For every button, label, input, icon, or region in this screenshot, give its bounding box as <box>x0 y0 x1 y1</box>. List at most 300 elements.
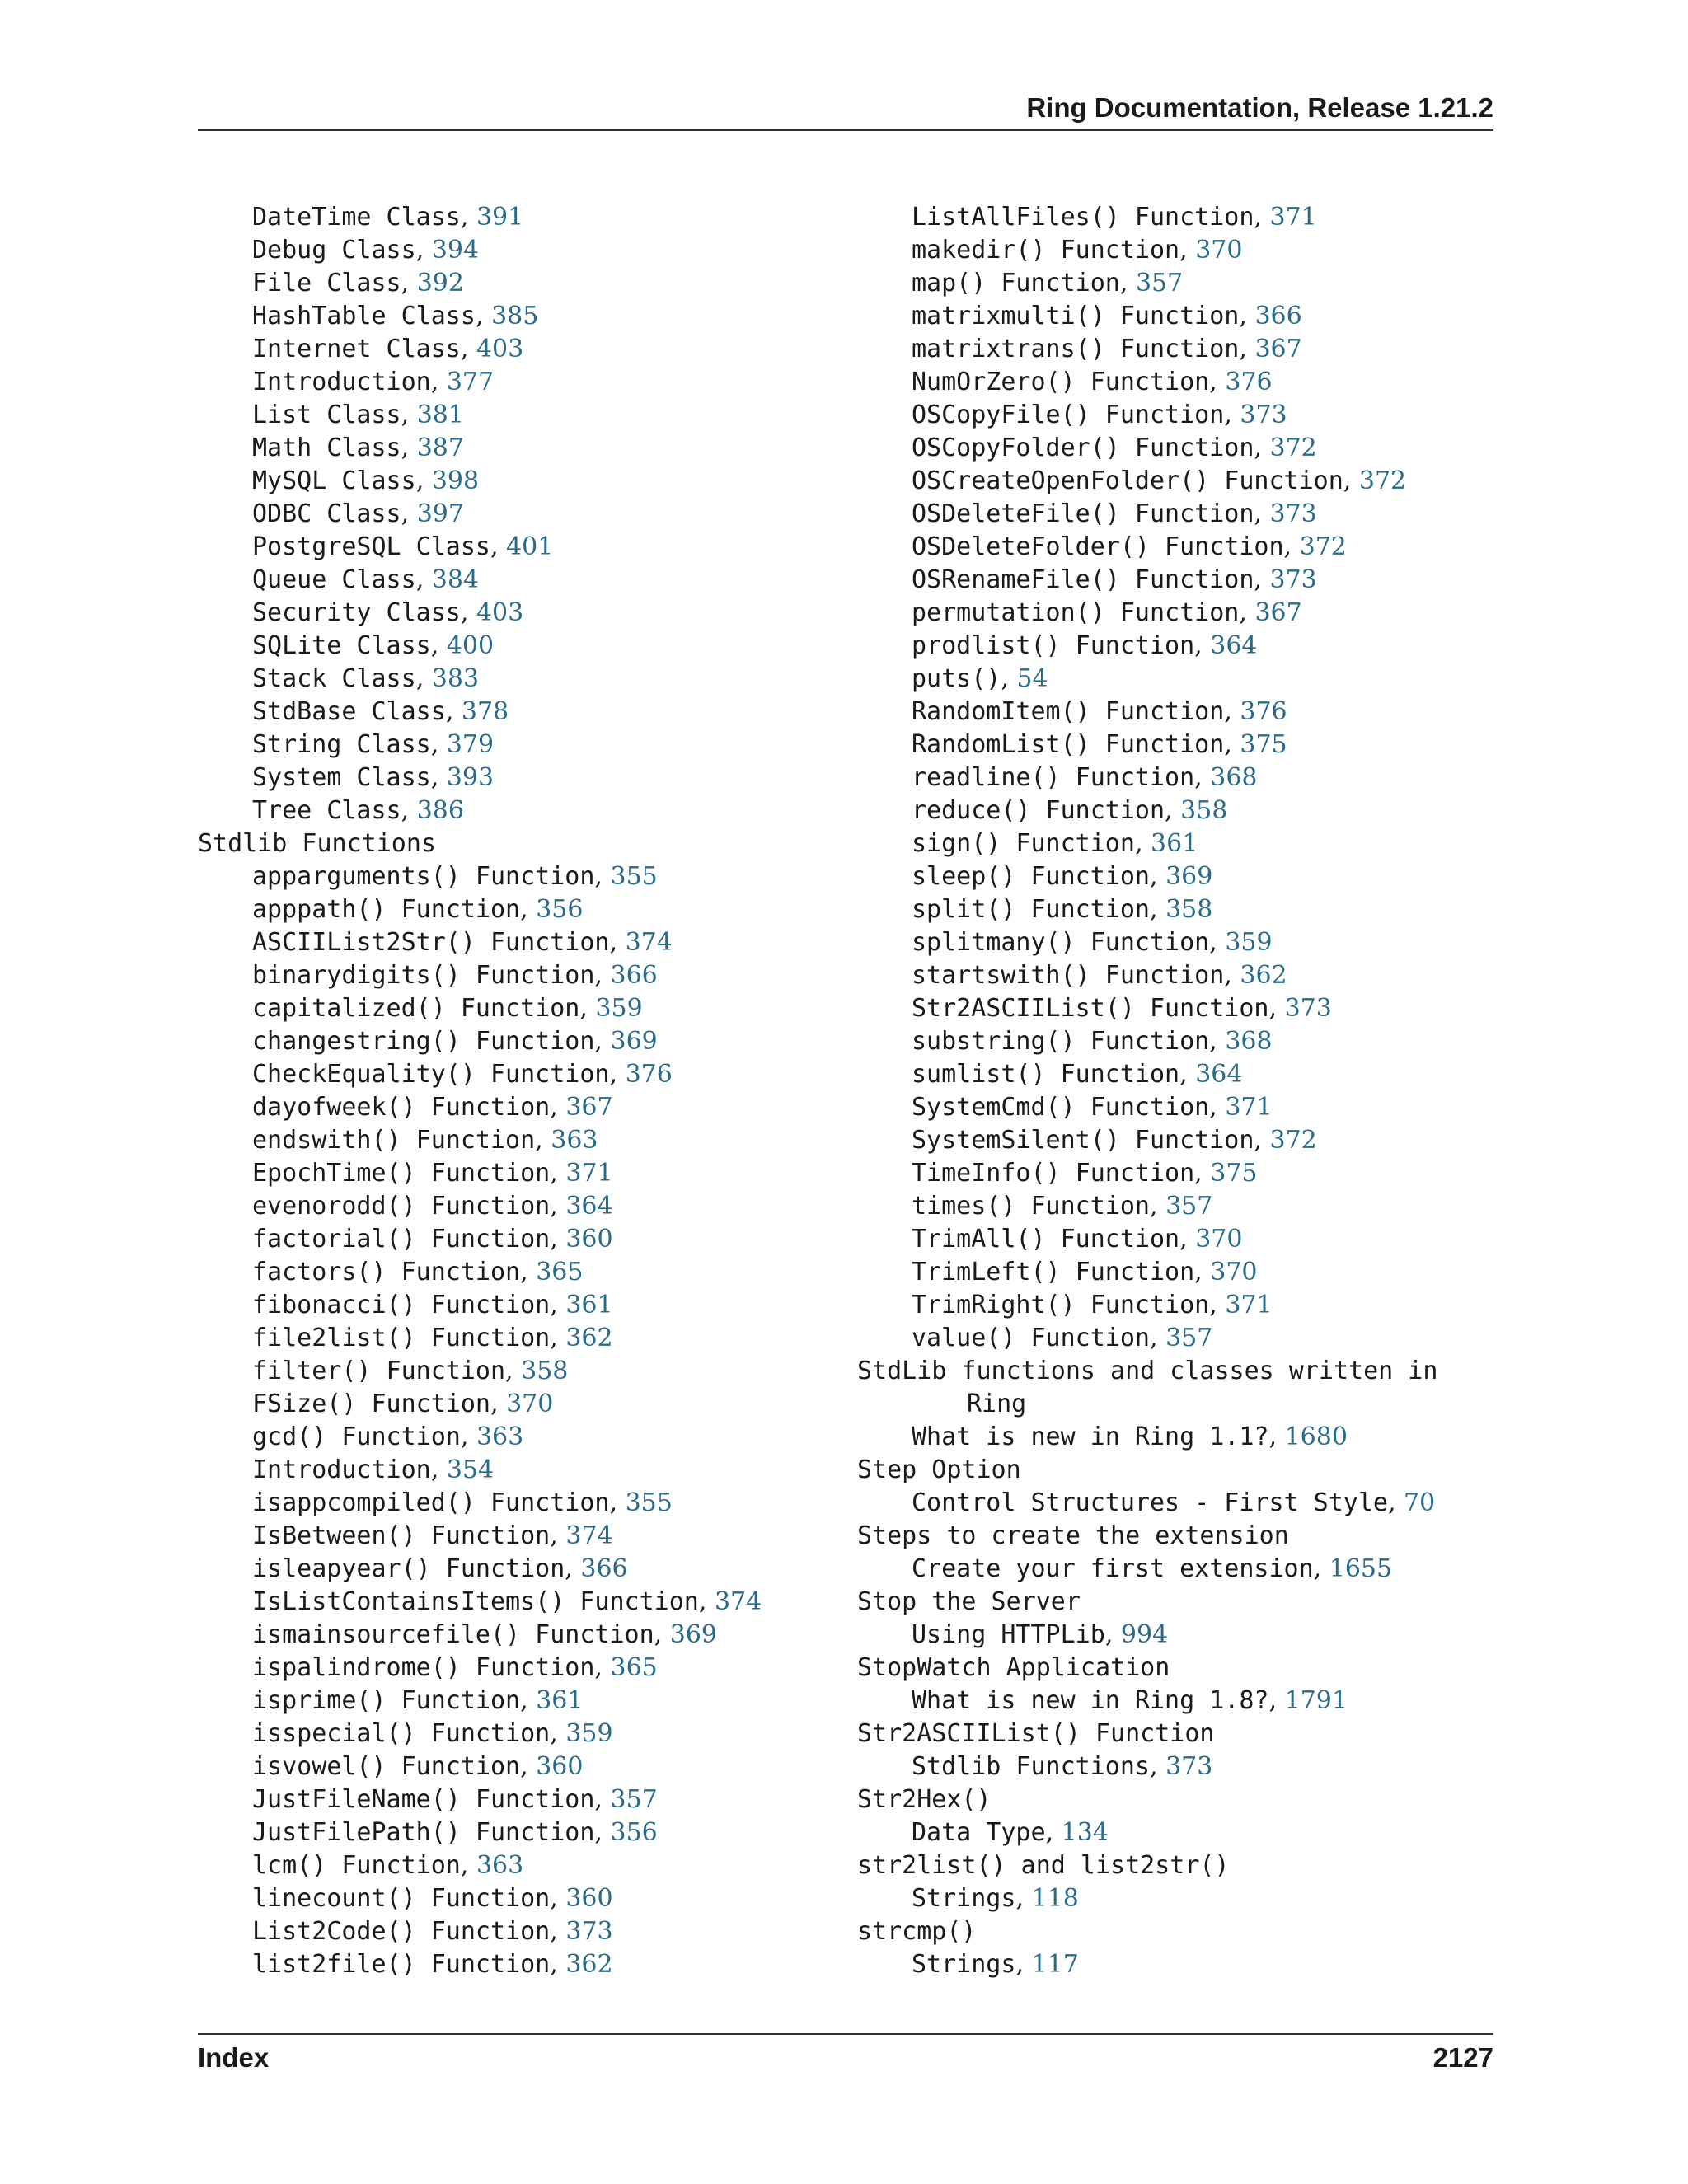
index-heading <box>857 1586 1484 1619</box>
index-entry <box>198 1190 824 1223</box>
page-link[interactable]: 357 <box>610 1785 658 1814</box>
index-entry-label: matrixmulti() Function <box>912 302 1240 330</box>
separator: , <box>1179 1060 1196 1089</box>
index-entry <box>198 1355 824 1388</box>
index-entry-label: endswith() Function <box>252 1126 536 1155</box>
separator: , <box>1179 1225 1196 1254</box>
index-entry-label: Str2ASCIIList() Function <box>857 1719 1215 1748</box>
page-link[interactable]: 994 <box>1120 1620 1169 1649</box>
page-link[interactable]: 362 <box>565 1950 613 1979</box>
page-link[interactable]: 376 <box>1240 697 1287 726</box>
index-entry-label: apparguments() Function <box>252 862 595 891</box>
separator: , <box>1254 499 1270 528</box>
page-link[interactable]: 392 <box>416 269 464 298</box>
index-entry-label: value() Function <box>912 1324 1150 1352</box>
page-link[interactable]: 364 <box>565 1192 613 1221</box>
index-entry-label: NumOrZero() Function <box>912 368 1210 396</box>
page-link[interactable]: 362 <box>565 1324 613 1352</box>
page-link[interactable]: 361 <box>565 1291 613 1319</box>
separator: , <box>430 631 447 660</box>
page-link[interactable]: 367 <box>1254 335 1302 363</box>
separator: , <box>430 763 447 792</box>
separator: , <box>1045 1818 1062 1847</box>
index-entry-label: HashTable Class <box>252 302 476 330</box>
index-entry <box>198 663 824 696</box>
separator: , <box>1224 697 1240 726</box>
page-link[interactable]: 360 <box>536 1752 584 1781</box>
page-link[interactable]: 366 <box>580 1554 628 1583</box>
index-entry <box>198 1454 824 1487</box>
page-link[interactable]: 355 <box>610 862 658 891</box>
page-link[interactable]: 374 <box>714 1587 762 1616</box>
separator: , <box>1268 1686 1285 1715</box>
index-entry-label: changestring() Function <box>252 1027 595 1056</box>
separator: , <box>415 466 432 495</box>
page-link[interactable]: 360 <box>565 1225 613 1254</box>
page-link[interactable]: 385 <box>491 302 539 330</box>
separator: , <box>579 994 596 1023</box>
page-link[interactable]: 369 <box>1165 862 1213 891</box>
index-entry <box>198 333 824 366</box>
page-link[interactable]: 398 <box>431 466 480 495</box>
separator: , <box>1239 302 1255 330</box>
page-link[interactable]: 372 <box>1358 466 1407 495</box>
separator: , <box>550 1917 566 1946</box>
index-entry <box>198 1652 824 1685</box>
separator: , <box>565 1554 581 1583</box>
separator: , <box>550 1950 566 1979</box>
index-entry <box>857 992 1484 1025</box>
index-entry <box>857 465 1484 498</box>
index-entry-label: substring() Function <box>912 1027 1210 1056</box>
index-entry <box>857 1619 1484 1652</box>
index-entry-label: TrimRight() Function <box>912 1291 1210 1319</box>
index-entry <box>857 333 1484 366</box>
separator: , <box>520 1752 537 1781</box>
page-link[interactable]: 354 <box>446 1455 495 1484</box>
separator: , <box>1179 236 1196 265</box>
separator: , <box>550 1884 566 1913</box>
separator: , <box>594 961 611 990</box>
index-entry-label: prodlist() Function <box>912 631 1195 660</box>
page-link[interactable]: 373 <box>1240 401 1287 429</box>
index-entry <box>198 234 824 267</box>
page-link[interactable]: 356 <box>536 895 584 924</box>
page-link[interactable]: 371 <box>1225 1291 1273 1319</box>
page-link[interactable]: 381 <box>416 401 464 429</box>
index-entry-label: SystemSilent() Function <box>912 1126 1254 1155</box>
page-link[interactable]: 365 <box>610 1653 658 1682</box>
separator: , <box>460 598 476 627</box>
index-entry <box>857 531 1484 564</box>
page-link[interactable]: 397 <box>416 499 464 528</box>
page-link[interactable]: 403 <box>476 335 524 363</box>
index-entry-label: RandomItem() Function <box>912 697 1225 726</box>
index-entry <box>857 1685 1484 1718</box>
index-entry-label: times() Function <box>912 1192 1150 1221</box>
index-entry <box>198 1487 824 1520</box>
index-entry <box>198 1256 824 1289</box>
page-link[interactable]: 364 <box>1195 1060 1243 1089</box>
index-entry <box>857 1025 1484 1058</box>
index-entry-label: factorial() Function <box>252 1225 551 1254</box>
page-link[interactable]: 373 <box>1165 1752 1213 1781</box>
separator: , <box>1149 1192 1166 1221</box>
index-entry <box>198 1948 824 1981</box>
separator: , <box>475 302 492 330</box>
index-entry-label: Strings <box>912 1884 1016 1913</box>
index-heading <box>857 1520 1484 1553</box>
page-link[interactable]: 118 <box>1031 1884 1079 1913</box>
index-heading <box>857 1849 1484 1882</box>
index-entry-label: Internet Class <box>252 335 461 363</box>
index-entry-label: Stdlib Functions <box>198 829 436 858</box>
index-entry <box>857 1289 1484 1322</box>
separator: , <box>1239 598 1255 627</box>
index-entry <box>857 399 1484 432</box>
index-entry-label: Str2ASCIIList() Function <box>912 994 1269 1023</box>
index-entry-label: Stop the Server <box>857 1587 1081 1616</box>
separator: , <box>1149 895 1166 924</box>
page-link[interactable]: 371 <box>1269 203 1317 232</box>
index-entry-label: TimeInfo() Function <box>912 1159 1195 1188</box>
page-link[interactable]: 1791 <box>1284 1686 1348 1715</box>
index-entry <box>857 860 1484 893</box>
index-entry <box>857 564 1484 597</box>
page-link[interactable]: 358 <box>1180 796 1228 825</box>
page-link[interactable]: 373 <box>1284 994 1332 1023</box>
page-link[interactable]: 394 <box>431 236 480 265</box>
index-entry <box>198 1586 824 1619</box>
separator: , <box>401 434 417 462</box>
page-link[interactable]: 374 <box>565 1521 613 1550</box>
separator: , <box>460 203 476 232</box>
separator: , <box>505 1357 522 1385</box>
index-entry-label: gcd() Function <box>252 1422 461 1451</box>
index-entry <box>198 597 824 630</box>
index-entry-label: JustFileName() Function <box>252 1785 595 1814</box>
separator: , <box>1194 763 1211 792</box>
index-entry-label: readline() Function <box>912 763 1195 792</box>
page-link[interactable]: 376 <box>625 1060 673 1089</box>
index-entry-label-continued: Ring <box>967 1390 1027 1418</box>
index-entry <box>198 1882 824 1915</box>
index-entry-label: Str2Hex() <box>857 1785 992 1814</box>
index-entry <box>857 1816 1484 1849</box>
separator: , <box>609 1488 626 1517</box>
index-entry <box>198 531 824 564</box>
page-link[interactable]: 367 <box>1254 598 1302 627</box>
page-link[interactable]: 391 <box>476 203 524 232</box>
index-entry-label: sign() Function <box>912 829 1135 858</box>
page-link[interactable]: 363 <box>476 1851 524 1880</box>
separator: , <box>415 236 432 265</box>
page-link[interactable]: 370 <box>1210 1258 1258 1286</box>
index-entry-label: ismainsourcefile() Function <box>252 1620 654 1649</box>
index-heading <box>198 827 824 860</box>
separator: , <box>1209 928 1226 957</box>
index-entry-label: Queue Class <box>252 565 416 594</box>
page-link[interactable]: 358 <box>1165 895 1213 924</box>
separator: , <box>698 1587 715 1616</box>
index-entry-label: OSCreateOpenFolder() Function <box>912 466 1343 495</box>
separator: , <box>1224 730 1240 759</box>
separator: , <box>1165 796 1181 825</box>
index-entry <box>198 399 824 432</box>
index-entry <box>857 762 1484 794</box>
separator: , <box>1015 1884 1032 1913</box>
index-entry <box>198 1816 824 1849</box>
separator: , <box>1015 1950 1032 1979</box>
separator: , <box>1254 203 1270 232</box>
page-link[interactable]: 372 <box>1269 1126 1317 1155</box>
separator: , <box>1149 1752 1166 1781</box>
page-link[interactable]: 371 <box>1225 1093 1273 1122</box>
separator: , <box>460 335 476 363</box>
page-link[interactable]: 362 <box>1240 961 1287 990</box>
document-header: Ring Documentation, Release 1.21.2 <box>1026 92 1493 123</box>
page-link[interactable]: 359 <box>565 1719 613 1748</box>
index-heading <box>857 1915 1484 1948</box>
index-entry <box>857 1322 1484 1355</box>
index-entry <box>198 1025 824 1058</box>
page-link[interactable]: 357 <box>1165 1324 1213 1352</box>
index-entry <box>857 1157 1484 1190</box>
index-entry-label: factors() Function <box>252 1258 521 1286</box>
page-link[interactable]: 377 <box>446 368 495 396</box>
index-entry <box>198 1685 824 1718</box>
separator: , <box>430 1455 447 1484</box>
index-entry-label: File Class <box>252 269 401 298</box>
separator: , <box>430 368 447 396</box>
index-entry-label: permutation() Function <box>912 598 1240 627</box>
index-entry <box>198 1421 824 1454</box>
page-link[interactable]: 357 <box>1165 1192 1213 1221</box>
separator: , <box>1209 1093 1226 1122</box>
index-entry-label: OSCopyFolder() Function <box>912 434 1254 462</box>
page-link[interactable]: 359 <box>1225 928 1273 957</box>
separator: , <box>1194 631 1211 660</box>
index-entry <box>198 1322 824 1355</box>
index-entry-label: map() Function <box>912 269 1120 298</box>
page-link[interactable]: 386 <box>416 796 464 825</box>
page-link[interactable]: 375 <box>1240 730 1287 759</box>
index-entry <box>857 366 1484 399</box>
page-link[interactable]: 368 <box>1225 1027 1273 1056</box>
index-entry-label: List2Code() Function <box>252 1917 551 1946</box>
index-entry <box>198 1750 824 1783</box>
separator: , <box>460 1422 476 1451</box>
index-entry-label: TrimAll() Function <box>912 1225 1180 1254</box>
separator: , <box>445 697 462 726</box>
index-entry <box>198 893 824 926</box>
index-entry <box>857 432 1484 465</box>
index-entry <box>857 1487 1484 1520</box>
page-link[interactable]: 134 <box>1061 1818 1109 1847</box>
page-link[interactable]: 54 <box>1016 664 1048 693</box>
separator: , <box>401 499 417 528</box>
separator: , <box>550 1291 566 1319</box>
index-entry-label: Step Option <box>857 1455 1021 1484</box>
page-link[interactable]: 1655 <box>1329 1554 1393 1583</box>
page-link[interactable]: 372 <box>1299 532 1347 561</box>
page-link[interactable]: 383 <box>431 664 480 693</box>
index-entry-label: What is new in Ring 1.8? <box>912 1686 1269 1715</box>
index-entry-label: Introduction <box>252 1455 431 1484</box>
page-link[interactable]: 363 <box>476 1422 524 1451</box>
separator: , <box>594 1785 611 1814</box>
index-entry-label: Data Type <box>912 1818 1046 1847</box>
index-entry <box>857 794 1484 827</box>
page-link[interactable]: 373 <box>1269 499 1317 528</box>
page-link[interactable]: 117 <box>1031 1950 1079 1979</box>
index-entry-label: Introduction <box>252 368 431 396</box>
page-link[interactable]: 369 <box>669 1620 718 1649</box>
separator: , <box>550 1192 566 1221</box>
index-heading <box>857 1652 1484 1685</box>
page-link[interactable]: 361 <box>536 1686 584 1715</box>
page-link[interactable]: 361 <box>1151 829 1198 858</box>
index-entry-label: IsListContainsItems() Function <box>252 1587 699 1616</box>
page-link[interactable]: 384 <box>431 565 480 594</box>
index-entry-label: Create your first extension <box>912 1554 1314 1583</box>
page-link[interactable]: 373 <box>1269 565 1317 594</box>
page-link[interactable]: 378 <box>461 697 509 726</box>
page-link[interactable]: 393 <box>446 763 495 792</box>
separator: , <box>1239 335 1255 363</box>
separator: , <box>1254 565 1270 594</box>
index-entry <box>857 300 1484 333</box>
page-link[interactable]: 366 <box>610 961 658 990</box>
page-link[interactable]: 366 <box>1254 302 1302 330</box>
index-entry <box>198 696 824 729</box>
page-link[interactable]: 365 <box>536 1258 584 1286</box>
index-entry <box>857 959 1484 992</box>
index-entry-label: MySQL Class <box>252 466 416 495</box>
page-link[interactable]: 355 <box>625 1488 673 1517</box>
index-entry <box>857 234 1484 267</box>
separator: , <box>594 1027 611 1056</box>
page-link[interactable]: 376 <box>1225 368 1273 396</box>
index-entry <box>857 498 1484 531</box>
index-entry <box>198 959 824 992</box>
index-entry-label: startswith() Function <box>912 961 1225 990</box>
index-entry <box>198 1783 824 1816</box>
index-entry <box>198 1223 824 1256</box>
separator: , <box>520 1686 537 1715</box>
page-link[interactable]: 357 <box>1135 269 1184 298</box>
page-link[interactable]: 387 <box>416 434 464 462</box>
index-entry <box>198 1091 824 1124</box>
index-entry <box>198 465 824 498</box>
index-entry <box>198 564 824 597</box>
page-link[interactable]: 373 <box>565 1917 613 1946</box>
page-link[interactable]: 379 <box>446 730 495 759</box>
separator: , <box>1387 1488 1404 1517</box>
page-link[interactable]: 356 <box>610 1818 658 1847</box>
index-entry-label: PostgreSQL Class <box>252 532 490 561</box>
page-link[interactable]: 372 <box>1269 434 1317 462</box>
index-entry-label: puts() <box>912 664 1001 693</box>
separator: , <box>401 796 417 825</box>
page-link[interactable]: 1680 <box>1284 1422 1348 1451</box>
page-link[interactable]: 358 <box>521 1357 569 1385</box>
index-entry <box>857 893 1484 926</box>
separator: , <box>1209 368 1226 396</box>
page-link[interactable]: 369 <box>610 1027 658 1056</box>
index-heading <box>857 1718 1484 1750</box>
page-link[interactable]: 370 <box>506 1390 554 1418</box>
index-entry <box>198 794 824 827</box>
index-entry <box>198 1619 824 1652</box>
index-entry-label: isleapyear() Function <box>252 1554 565 1583</box>
page-link[interactable]: 364 <box>1210 631 1258 660</box>
page-link[interactable]: 368 <box>1210 763 1258 792</box>
page-link[interactable]: 359 <box>595 994 643 1023</box>
page-link[interactable]: 374 <box>625 928 673 957</box>
index-entry <box>198 267 824 300</box>
index-entry <box>198 1289 824 1322</box>
index-entry <box>857 663 1484 696</box>
index-entry-label: SQLite Class <box>252 631 431 660</box>
page-link[interactable]: 400 <box>446 631 495 660</box>
page-link[interactable]: 370 <box>1195 1225 1243 1254</box>
page-link[interactable]: 371 <box>565 1159 613 1188</box>
separator: , <box>550 1093 566 1122</box>
index-entry <box>857 729 1484 762</box>
page-link[interactable]: 363 <box>551 1126 598 1155</box>
page-link[interactable]: 375 <box>1210 1159 1258 1188</box>
index-entry-label: ListAllFiles() Function <box>912 203 1254 232</box>
index-entry-label: isspecial() Function <box>252 1719 551 1748</box>
index-entry-label: StopWatch Application <box>857 1653 1170 1682</box>
separator: , <box>490 1390 507 1418</box>
separator: , <box>550 1521 566 1550</box>
index-entry-label: split() Function <box>912 895 1150 924</box>
page-link[interactable]: 360 <box>565 1884 613 1913</box>
page-link[interactable]: 367 <box>565 1093 613 1122</box>
separator: , <box>520 895 537 924</box>
index-entry-label: Using HTTPLib <box>912 1620 1105 1649</box>
index-entry-label: linecount() Function <box>252 1884 551 1913</box>
page-link[interactable]: 70 <box>1404 1488 1436 1517</box>
index-entry <box>857 201 1484 234</box>
index-entry <box>198 1553 824 1586</box>
separator: , <box>1209 1027 1226 1056</box>
index-entry <box>198 729 824 762</box>
index-entry-label: Steps to create the extension <box>857 1521 1289 1550</box>
index-entry-label: TrimLeft() Function <box>912 1258 1195 1286</box>
index-entry-label: SystemCmd() Function <box>912 1093 1210 1122</box>
index-entry <box>857 1882 1484 1915</box>
index-entry-label: CheckEquality() Function <box>252 1060 610 1089</box>
index-entry-label: IsBetween() Function <box>252 1521 551 1550</box>
page-link[interactable]: 370 <box>1195 236 1243 265</box>
separator: , <box>1194 1258 1211 1286</box>
page-link[interactable]: 403 <box>476 598 524 627</box>
index-entry <box>857 926 1484 959</box>
separator: , <box>430 730 447 759</box>
header-divider <box>198 129 1493 131</box>
separator: , <box>1254 434 1270 462</box>
separator: , <box>1001 664 1017 693</box>
separator: , <box>550 1225 566 1254</box>
page-link[interactable]: 401 <box>506 532 554 561</box>
separator: , <box>654 1620 670 1649</box>
index-entry <box>198 1388 824 1421</box>
index-entry <box>857 1091 1484 1124</box>
separator: , <box>401 401 417 429</box>
